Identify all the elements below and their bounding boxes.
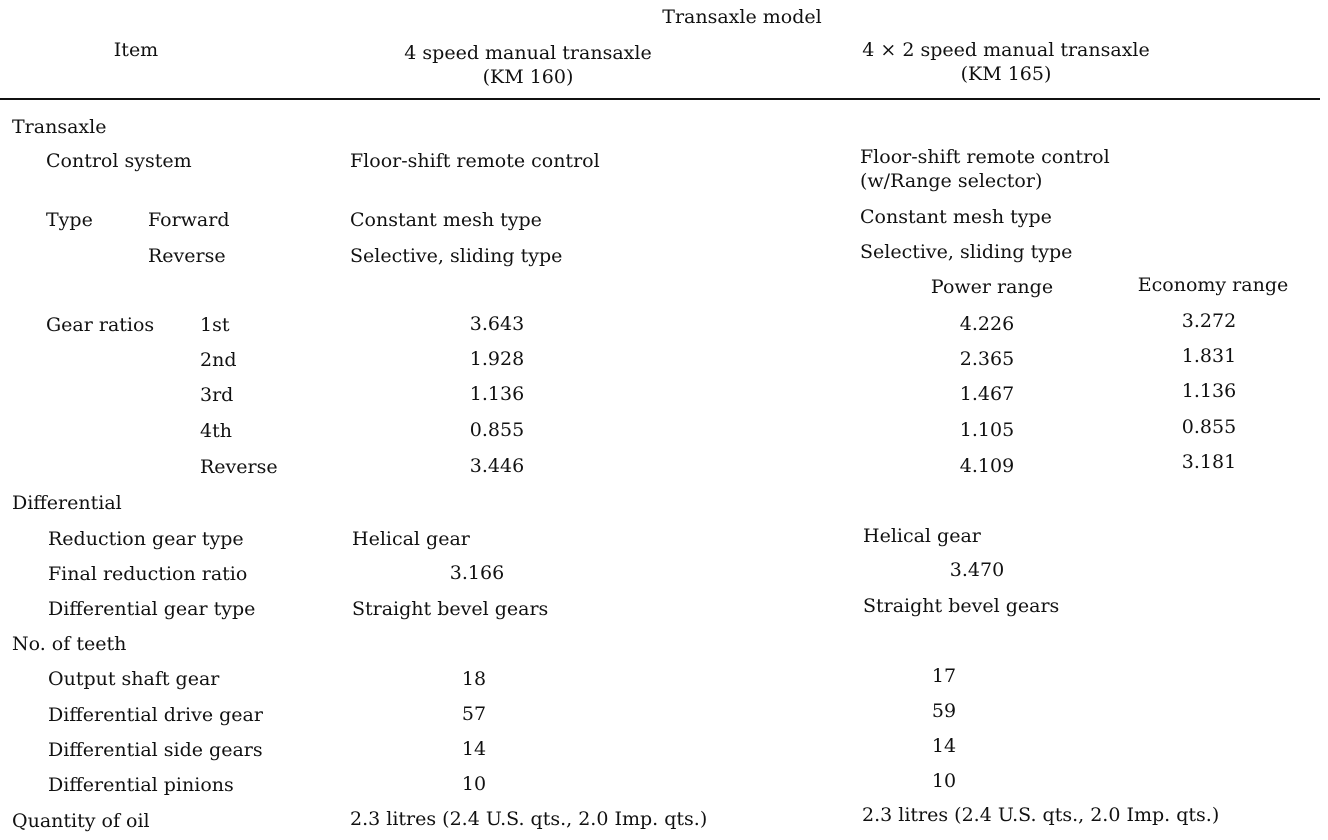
gear-ratio-economy: 3.272 (1181, 310, 1237, 332)
teeth-km160: 57 (461, 703, 487, 725)
header-km160-model: (KM 160) (482, 66, 574, 88)
control-system-km160: Floor-shift remote control (350, 150, 600, 172)
oil-quantity-km160: 2.3 litres (2.4 U.S. qts., 2.0 Imp. qts.) (350, 808, 708, 830)
forward-km165: Constant mesh type (860, 206, 1052, 228)
teeth-km160: 14 (461, 738, 487, 760)
type-label: Type (46, 209, 93, 231)
oil-quantity-label: Quantity of oil (12, 810, 150, 832)
differential-row-label: Reduction gear type (48, 528, 244, 550)
header-km165-title: 4 × 2 speed manual transaxle (862, 39, 1150, 61)
reverse-type-label: Reverse (148, 245, 226, 267)
control-system-km165-note: (w/Range selector) (860, 170, 1043, 192)
differential-km165: Helical gear (863, 525, 981, 547)
teeth-km165: 59 (931, 700, 957, 722)
teeth-km165: 14 (931, 735, 957, 757)
differential-km160: 3.166 (449, 562, 505, 584)
reverse-km160: Selective, sliding type (350, 245, 563, 267)
section-teeth: No. of teeth (12, 633, 127, 655)
teeth-row-label: Differential drive gear (48, 704, 263, 726)
differential-row-label: Differential gear type (48, 598, 256, 620)
gear-ratio-km160: 0.855 (469, 419, 525, 441)
header-group-title: Transaxle model (662, 6, 822, 28)
forward-km160: Constant mesh type (350, 209, 542, 231)
gear-label: 4th (200, 420, 232, 442)
gear-ratio-economy: 1.136 (1181, 380, 1237, 402)
teeth-row-label: Differential pinions (48, 774, 234, 796)
section-transaxle: Transaxle (12, 116, 107, 138)
differential-km165: 3.470 (949, 559, 1005, 581)
gear-ratio-km160: 1.136 (469, 383, 525, 405)
gear-ratio-km160: 3.643 (469, 313, 525, 335)
gear-label: 3rd (200, 384, 234, 406)
oil-quantity-km165: 2.3 litres (2.4 U.S. qts., 2.0 Imp. qts.) (862, 804, 1220, 826)
gear-ratio-power: 2.365 (959, 348, 1015, 370)
differential-row-label: Final reduction ratio (48, 563, 248, 585)
header-km165-model: (KM 165) (960, 63, 1052, 85)
header-km160-title: 4 speed manual transaxle (404, 42, 652, 64)
reverse-km165: Selective, sliding type (860, 241, 1073, 263)
gear-ratio-power: 1.105 (959, 419, 1015, 441)
teeth-km165: 10 (931, 770, 957, 792)
section-differential: Differential (12, 492, 122, 514)
power-range-header: Power range (930, 276, 1054, 298)
gear-label: 2nd (200, 349, 237, 371)
gear-ratio-km160: 1.928 (469, 348, 525, 370)
control-system-km165: Floor-shift remote control (860, 146, 1110, 168)
differential-km160: Straight bevel gears (352, 598, 549, 620)
gear-ratio-economy: 3.181 (1181, 451, 1237, 473)
gear-ratio-power: 1.467 (959, 383, 1015, 405)
teeth-row-label: Output shaft gear (48, 668, 220, 690)
differential-km160: Helical gear (352, 528, 470, 550)
gear-ratio-power: 4.226 (959, 313, 1015, 335)
teeth-km160: 18 (461, 668, 487, 690)
teeth-km165: 17 (931, 665, 957, 687)
teeth-row-label: Differential side gears (48, 739, 263, 761)
teeth-km160: 10 (461, 773, 487, 795)
forward-label: Forward (148, 209, 230, 231)
header-divider (0, 98, 1320, 100)
gear-ratio-power: 4.109 (959, 455, 1015, 477)
header-item: Item (113, 39, 159, 61)
gear-ratio-km160: 3.446 (469, 455, 525, 477)
gear-label: 1st (200, 314, 230, 336)
gear-label: Reverse (200, 456, 278, 478)
gear-ratio-economy: 0.855 (1181, 416, 1237, 438)
gear-ratio-economy: 1.831 (1181, 345, 1237, 367)
differential-km165: Straight bevel gears (863, 595, 1060, 617)
control-system-label: Control system (46, 150, 192, 172)
economy-range-header: Economy range (1137, 274, 1289, 296)
gear-ratios-label: Gear ratios (46, 314, 155, 336)
